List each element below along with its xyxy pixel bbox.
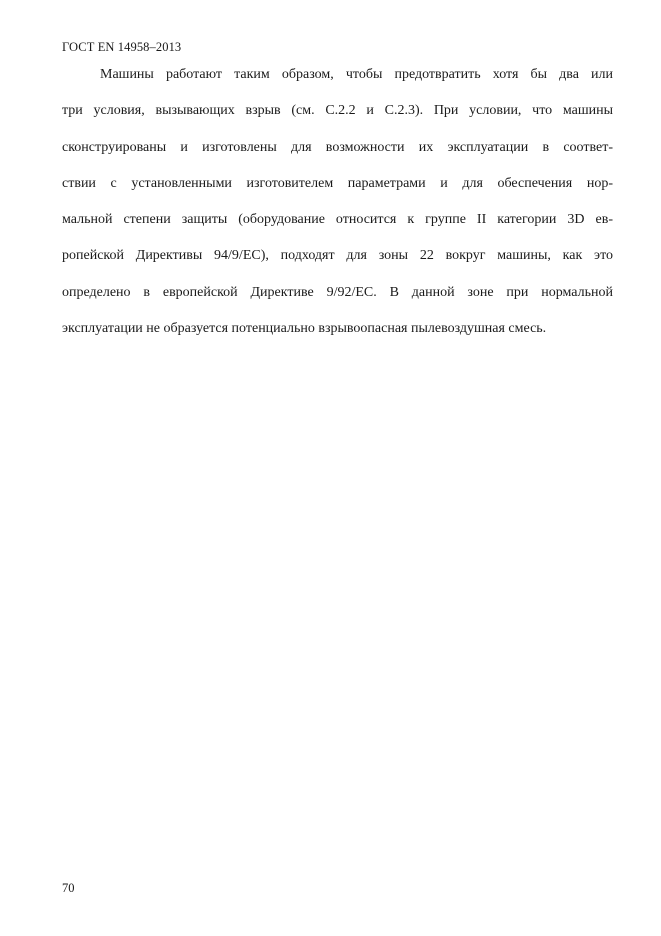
paragraph-line: ствии с установленными изготовителем параметрами и для обеспечения нор- <box>62 175 613 191</box>
paragraph-line: сконструированы и изготовлены для возможности их эксплуатации в соответ- <box>62 139 613 155</box>
paragraph-line: мальной степени защиты (оборудование относится к группе II категории 3D ев- <box>62 212 613 228</box>
paragraph-line: ропейской Директивы 94/9/ЕС), подходят для зоны 22 вокруг машины, как это <box>62 248 613 264</box>
paragraph-line: три условия, вызывающих взрыв (см. С.2.2 и С.2.3). При условии, что машины <box>62 103 613 119</box>
paragraph-line: определено в европейской Директиве 9/92/ЕС. В данной зоне при нормальной <box>62 284 613 300</box>
paragraph-line: Машины работают таким образом, чтобы предотвратить хотя бы два или <box>100 67 613 82</box>
paragraph-line: эксплуатации не образуется потенциально взрывоопасная пылевоздушная смесь. <box>62 321 547 337</box>
body-paragraph <box>62 64 613 354</box>
page-number: 70 <box>62 881 75 895</box>
document-header: ГОСТ EN 14958–2013 <box>62 40 182 54</box>
